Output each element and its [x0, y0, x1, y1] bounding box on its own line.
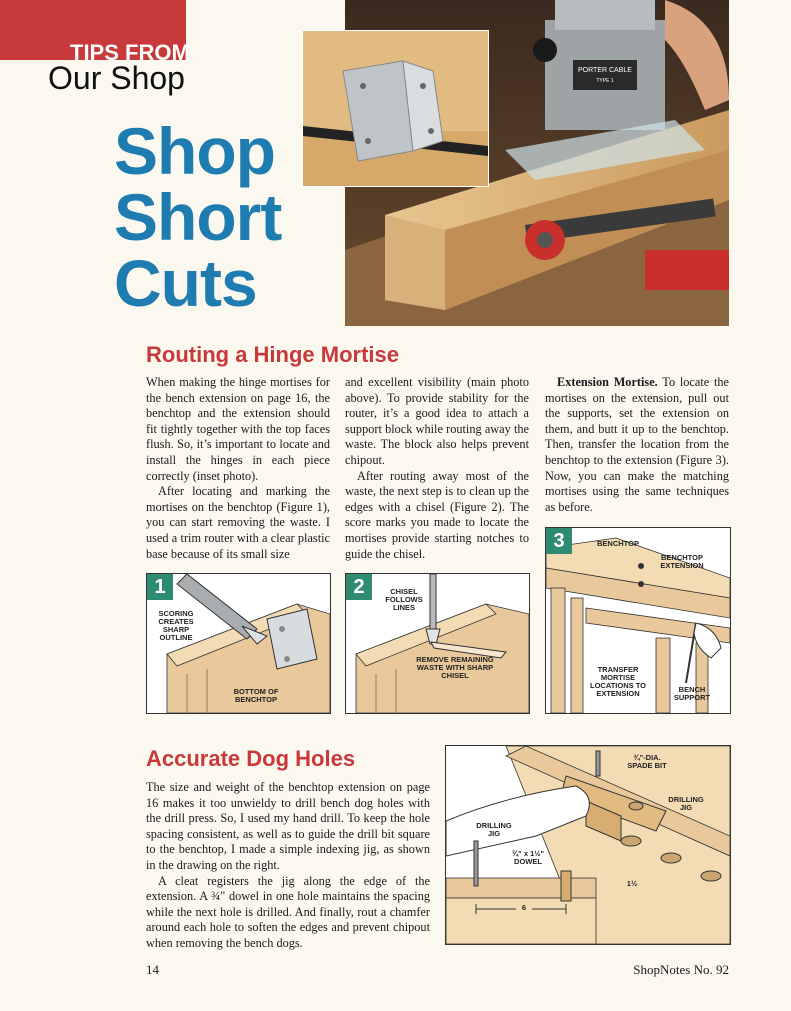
- section1-column-3: [545, 375, 729, 515]
- section2-column: [146, 780, 430, 952]
- figure-3-label-extension: BENCHTOP EXTENSION: [660, 553, 704, 570]
- figure-4-dim-1-5: 1½: [626, 879, 638, 888]
- section1-col3-para1: To locate the mortises on the extension, pull out the supports, set the extension on them, and butt it up to the benchtop. Then, transfer the location from the benchtop to the extension (Figure 3). Now, you can make the matching mortises using the same techniques as before.: [545, 375, 729, 514]
- figure-3-label-transfer: TRANSFER MORTISE LOCATIONS TO EXTENSION: [590, 665, 646, 698]
- figure-3: [545, 527, 731, 714]
- figure-1: [146, 573, 331, 714]
- figure-drilling-jig: [445, 745, 731, 945]
- figure-4-label-jig-side: DRILLING JIG: [476, 821, 512, 838]
- figure-2: [345, 573, 530, 714]
- router-brand: PORTER CABLE: [578, 67, 632, 74]
- figure-4-label-spade: ¾"-DIA. SPADE BIT: [627, 753, 667, 770]
- page-title: [114, 114, 282, 320]
- title-line-3: Cuts: [114, 246, 257, 320]
- figure-4-label-dowel: ¾" x 1½" DOWEL: [511, 849, 545, 866]
- section-heading-hinge-mortise: Routing a Hinge Mortise: [146, 342, 399, 367]
- section1-col2-para1: and excellent visibility (main photo above). To provide stability for the router, it’s a good idea to attach a support block while routing away the waste. The block also helps prevent chipout.: [345, 375, 529, 467]
- section1-col2-para2: After routing away most of the waste, the next step is to clean up the edges with a chisel (Figure 2). The score marks you made to locate the mortises provide starting notches to guide the chisel.: [345, 468, 529, 561]
- title-line-1: Shop: [114, 114, 275, 188]
- inset-photo-hinge: [302, 30, 489, 187]
- section2-para2: A cleat registers the jig along the edge of the extension. A ¾" dowel in one hole maintains the spacing while the next hole is drilled. And finally, rout a chamfer around each hole to soften the edges and prevent chipout when removing the bench dogs.: [146, 873, 430, 950]
- figure-2-number: 2: [346, 574, 372, 600]
- page-number: 14: [146, 962, 159, 977]
- section1-column-2: [345, 375, 529, 562]
- figure-3-label-support: BENCH SUPPORT: [673, 685, 711, 702]
- figure-4-label-jig: DRILLING JIG: [668, 795, 704, 812]
- figure-4-dim-6: 6: [516, 904, 532, 912]
- figure-1-number: 1: [147, 574, 173, 600]
- section1-col3-lead: Extension Mortise.: [557, 375, 658, 389]
- section2-para1: The size and weight of the benchtop extension on page 16 makes it too unwieldy to drill bench dog holes with the drill press. So, I used my hand drill. To keep the hole spacing consistent, as well as to guide the drill bit square to the benchtop, I made a simple indexing jig, as shown in the drawing on the right.: [146, 780, 430, 872]
- issue-label: ShopNotes No. 92: [633, 962, 729, 977]
- figure-3-number: 3: [546, 528, 572, 554]
- header-kicker: TIPS FROM: [70, 40, 190, 65]
- title-line-2: Short: [114, 180, 282, 254]
- section-heading-dog-holes: Accurate Dog Holes: [146, 746, 356, 771]
- header-subtitle: Our Shop: [48, 60, 185, 96]
- router-model: TYPE 1: [596, 78, 614, 84]
- section1-column-1: [146, 375, 330, 562]
- figure-1-label-bottom: BOTTOM OF BENCHTOP: [233, 687, 279, 704]
- figure-2-label-chisel: CHISEL FOLLOWS LINES: [385, 587, 423, 612]
- section1-col1-para2: After locating and marking the mortises on the benchtop (Figure 1), you can start removing the waste. I used a trim router with a clear plastic base because of its small size: [146, 484, 330, 561]
- figure-1-label-scoring: SCORING CREATES SHARP OUTLINE: [158, 609, 194, 642]
- figure-3-label-benchtop: BENCHTOP: [597, 539, 639, 548]
- figure-2-label-remove: REMOVE REMAINING WASTE WITH SHARP CHISEL: [416, 655, 494, 680]
- section1-col1-para1: When making the hinge mortises for the bench extension on page 16, the benchtop and the extension should fit tightly together with the top faces flush. So, it’s important to locate and install the hinges in each piece correctly (inset photo).: [146, 375, 330, 483]
